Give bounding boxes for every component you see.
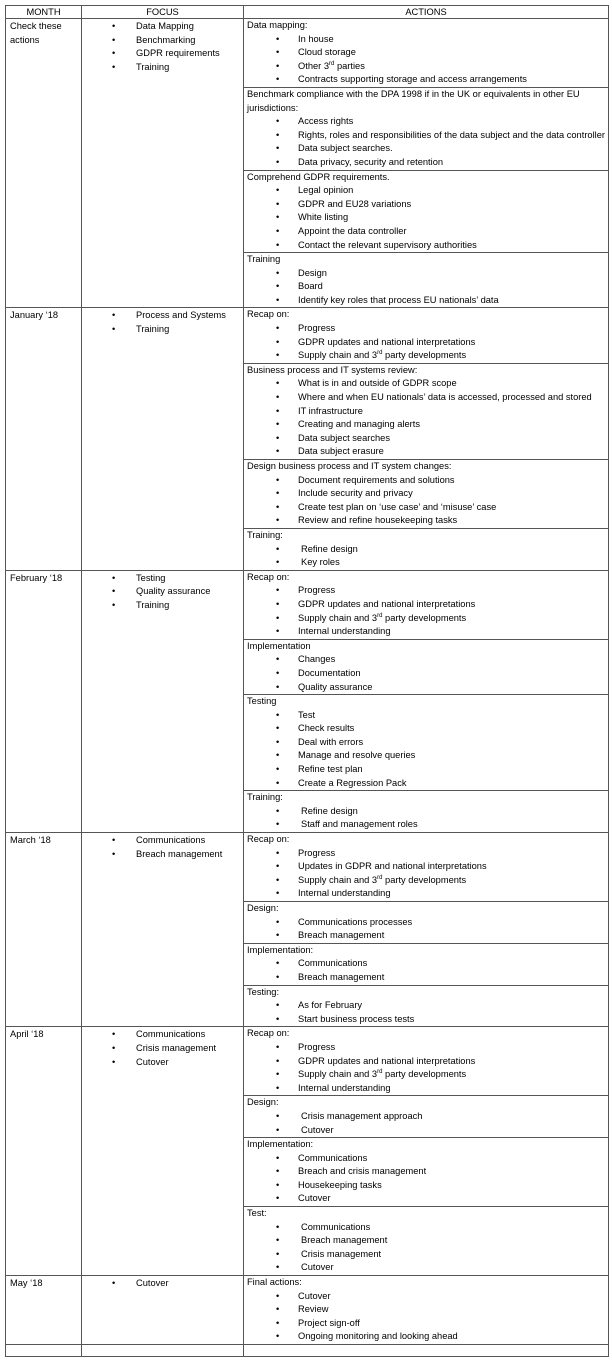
empty-cell <box>6 1345 82 1357</box>
focus-item: • Data Mapping <box>82 20 243 34</box>
action-list <box>247 1152 605 1206</box>
focus-item: • Crisis management <box>82 1042 243 1056</box>
action-item: • Create test plan on ‘use case’ and ‘misuse’ case <box>247 501 605 515</box>
action-heading: Business process and IT systems review: <box>247 364 418 375</box>
action-heading: Comprehend GDPR requirements. <box>247 171 390 182</box>
action-item: • Where and when EU nationals’ data is accessed, processed and stored <box>247 391 605 405</box>
month-cell <box>6 1027 82 1276</box>
action-item: • As for February <box>247 999 605 1013</box>
focus-item: • Training <box>82 599 243 613</box>
focus-item: • Cutover <box>82 1056 243 1070</box>
ordinal-suffix: rd <box>377 612 383 619</box>
action-list <box>247 916 605 943</box>
action-item: • Refine test plan <box>247 763 605 777</box>
table-row <box>6 308 609 570</box>
action-block <box>244 19 608 88</box>
actions-cell <box>244 833 609 1027</box>
table-body <box>6 19 609 1357</box>
month-cell <box>6 19 82 308</box>
action-list <box>247 184 605 252</box>
action-heading: Training: <box>247 529 283 540</box>
table-row <box>6 19 609 308</box>
action-list <box>247 322 605 363</box>
action-item: • IT infrastructure <box>247 405 605 419</box>
action-item: • Cloud storage <box>247 46 605 60</box>
action-item: • Internal understanding <box>247 1082 605 1096</box>
action-block <box>244 460 608 529</box>
action-list <box>247 653 605 694</box>
action-item: • Test <box>247 709 605 723</box>
empty-row <box>6 1345 609 1357</box>
focus-header: FOCUS <box>82 6 244 19</box>
action-block <box>244 1207 608 1275</box>
action-list <box>247 584 605 638</box>
actions-cell <box>244 570 609 832</box>
action-item: • Staff and management roles <box>247 818 605 832</box>
month-label: April ‘18 <box>10 1029 44 1040</box>
focus-list <box>82 1027 243 1069</box>
action-heading: Data mapping: <box>247 20 308 30</box>
action-heading: Recap on: <box>247 309 290 320</box>
action-item: • Include security and privacy <box>247 487 605 501</box>
table-row <box>6 833 609 1027</box>
action-item: • Breach management <box>247 971 605 985</box>
action-list <box>247 1290 605 1344</box>
action-item: • Project sign-off <box>247 1317 605 1331</box>
actions-header: ACTIONS <box>244 6 609 19</box>
action-heading: Testing: <box>247 986 280 997</box>
empty-cell <box>82 1345 244 1357</box>
focus-cell <box>82 19 244 308</box>
action-heading: Design business process and IT system changes: <box>247 461 452 471</box>
action-item: • Changes <box>247 653 605 667</box>
action-block <box>244 253 608 307</box>
month-label: February ‘18 <box>10 572 63 583</box>
action-block <box>244 944 608 986</box>
action-block <box>244 791 608 832</box>
month-label: May ‘18 <box>10 1278 43 1289</box>
month-cell <box>6 570 82 832</box>
action-item: • Communications <box>247 957 605 971</box>
action-list <box>247 115 605 169</box>
action-item: • Start business process tests <box>247 1013 605 1027</box>
gdpr-plan-table <box>5 5 609 1357</box>
action-item: • Design <box>247 267 605 281</box>
action-item: • Internal understanding <box>247 625 605 639</box>
action-item: • Data subject searches. <box>247 142 605 156</box>
header-row <box>6 6 609 19</box>
action-item: • Crisis management <box>247 1248 605 1262</box>
focus-cell <box>82 1276 244 1345</box>
action-block <box>244 171 608 254</box>
action-block <box>244 1276 608 1344</box>
month-cell <box>6 308 82 570</box>
action-item: • Key roles <box>247 556 605 570</box>
action-item: • Deal with errors <box>247 736 605 750</box>
action-item: • Refine design <box>247 805 605 819</box>
action-item: • Breach management <box>247 1234 605 1248</box>
action-item: • Progress <box>247 584 605 598</box>
action-block <box>244 571 608 640</box>
table-row <box>6 570 609 832</box>
action-item: • Review and refine housekeeping tasks <box>247 514 605 528</box>
action-block <box>244 1138 608 1207</box>
action-item: • Crisis management approach <box>247 1110 605 1124</box>
action-block <box>244 986 608 1027</box>
action-item: • Documentation <box>247 667 605 681</box>
action-item: • GDPR updates and national interpretations <box>247 1055 605 1069</box>
action-item: • Rights, roles and responsibilities of the data subject and the data controller <box>247 129 605 143</box>
action-block <box>244 1096 608 1138</box>
action-item: • Board <box>247 280 605 294</box>
action-heading: Training: <box>247 792 283 803</box>
focus-list <box>82 1276 243 1291</box>
action-item: • Breach and crisis management <box>247 1165 605 1179</box>
action-item: • Create a Regression Pack <box>247 777 605 791</box>
month-label: March ‘18 <box>10 835 51 846</box>
actions-cell <box>244 19 609 308</box>
month-cell <box>6 1276 82 1345</box>
action-heading: Implementation: <box>247 944 314 955</box>
action-item: • Appoint the data controller <box>247 225 605 239</box>
ordinal-suffix: rd <box>377 350 383 357</box>
action-heading: Design: <box>247 1097 279 1108</box>
action-heading: Recap on: <box>247 571 290 582</box>
action-item: • Contact the relevant supervisory authorities <box>247 239 605 253</box>
action-item: • Supply chain and 3rd party developments <box>247 1068 605 1082</box>
focus-item: • Quality assurance <box>82 585 243 599</box>
action-list <box>247 267 605 308</box>
focus-item: • Process and Systems <box>82 309 243 323</box>
focus-cell <box>82 833 244 1027</box>
focus-cell <box>82 308 244 570</box>
action-list <box>247 709 605 791</box>
ordinal-suffix: rd <box>377 1069 383 1076</box>
action-item: • Data subject erasure <box>247 445 605 459</box>
action-list <box>247 847 605 901</box>
action-item: • Document requirements and solutions <box>247 474 605 488</box>
table-row <box>6 1027 609 1276</box>
action-heading: Test: <box>247 1208 267 1219</box>
focus-list <box>82 833 243 861</box>
action-list <box>247 957 605 984</box>
action-list <box>247 543 605 570</box>
action-item: • Quality assurance <box>247 681 605 695</box>
focus-item: • Communications <box>82 834 243 848</box>
action-item: • Access rights <box>247 115 605 129</box>
action-item: • Internal understanding <box>247 887 605 901</box>
action-item: • Communications <box>247 1221 605 1235</box>
focus-item: • GDPR requirements <box>82 47 243 61</box>
action-item: • Communications processes <box>247 916 605 930</box>
focus-cell <box>82 570 244 832</box>
action-item: • Cutover <box>247 1192 605 1206</box>
focus-item: • Cutover <box>82 1277 243 1291</box>
action-item: • Creating and managing alerts <box>247 418 605 432</box>
action-block <box>244 640 608 695</box>
action-heading: Final actions: <box>247 1277 302 1288</box>
month-cell <box>6 833 82 1027</box>
action-item: • GDPR updates and national interpretations <box>247 336 605 350</box>
focus-item: • Communications <box>82 1028 243 1042</box>
focus-item: • Training <box>82 61 243 75</box>
action-heading: Design: <box>247 903 279 913</box>
action-item: • Other 3rd parties <box>247 60 605 74</box>
actions-cell <box>244 1027 609 1276</box>
action-item: • Review <box>247 1303 605 1317</box>
action-heading: Training <box>247 254 281 265</box>
action-block <box>244 529 608 570</box>
focus-list <box>82 571 243 613</box>
focus-item: • Breach management <box>82 848 243 862</box>
action-heading: Testing <box>247 696 277 707</box>
action-item: • Ongoing monitoring and looking ahead <box>247 1330 605 1344</box>
month-header: MONTH <box>6 6 82 19</box>
action-item: • Progress <box>247 847 605 861</box>
action-list <box>247 1110 605 1137</box>
action-heading: Benchmark compliance with the DPA 1998 if in the UK or equivalents in other EU jurisdictions: <box>247 88 580 113</box>
month-label: January ‘18 <box>10 310 59 321</box>
action-heading: Recap on: <box>247 834 290 845</box>
actions-cell <box>244 308 609 570</box>
ordinal-suffix: rd <box>329 60 335 67</box>
action-item: • Manage and resolve queries <box>247 749 605 763</box>
focus-list <box>82 19 243 74</box>
action-item: • Housekeeping tasks <box>247 1179 605 1193</box>
action-heading: Implementation: <box>247 1139 314 1150</box>
action-heading: Implementation <box>247 640 311 651</box>
action-item: • Contracts supporting storage and access arrangements <box>247 73 605 87</box>
focus-cell <box>82 1027 244 1276</box>
table-row <box>6 1276 609 1345</box>
action-item: • Communications <box>247 1152 605 1166</box>
action-item: • In house <box>247 33 605 47</box>
actions-cell <box>244 1276 609 1345</box>
action-item: • Legal opinion <box>247 184 605 198</box>
action-item: • Refine design <box>247 543 605 557</box>
action-item: • Data subject searches <box>247 432 605 446</box>
action-block <box>244 902 608 944</box>
action-block <box>244 1027 608 1096</box>
action-list <box>247 474 605 528</box>
empty-cell <box>244 1345 609 1357</box>
action-item: • Supply chain and 3rd party developments <box>247 349 605 363</box>
action-item: • Identify key roles that process EU nationals’ data <box>247 294 605 308</box>
action-list <box>247 805 605 832</box>
action-item: • Check results <box>247 722 605 736</box>
action-block <box>244 308 608 363</box>
action-item: • GDPR and EU28 variations <box>247 198 605 212</box>
action-item: • Progress <box>247 1041 605 1055</box>
action-list <box>247 33 605 87</box>
action-item: • Progress <box>247 322 605 336</box>
action-list <box>247 377 605 459</box>
action-item: • Updates in GDPR and national interpretations <box>247 860 605 874</box>
action-list <box>247 999 605 1026</box>
action-list <box>247 1221 605 1275</box>
action-item: • Cutover <box>247 1290 605 1304</box>
action-block <box>244 364 608 460</box>
action-item: • What is in and outside of GDPR scope <box>247 377 605 391</box>
action-block <box>244 88 608 171</box>
action-item: • GDPR updates and national interpretations <box>247 598 605 612</box>
focus-item: • Training <box>82 323 243 337</box>
action-item: • Cutover <box>247 1124 605 1138</box>
focus-item: • Testing <box>82 572 243 586</box>
focus-item: • Benchmarking <box>82 34 243 48</box>
action-heading: Recap on: <box>247 1028 290 1039</box>
focus-list <box>82 308 243 336</box>
action-block <box>244 695 608 791</box>
action-item: • Supply chain and 3rd party developments <box>247 612 605 626</box>
action-item: • Supply chain and 3rd party developments <box>247 874 605 888</box>
action-item: • Breach management <box>247 929 605 943</box>
ordinal-suffix: rd <box>377 874 383 881</box>
action-item: • White listing <box>247 211 605 225</box>
action-list <box>247 1041 605 1095</box>
month-label: Check these actions <box>10 21 62 45</box>
action-block <box>244 833 608 902</box>
action-item: • Data privacy, security and retention <box>247 156 605 170</box>
action-item: • Cutover <box>247 1261 605 1275</box>
